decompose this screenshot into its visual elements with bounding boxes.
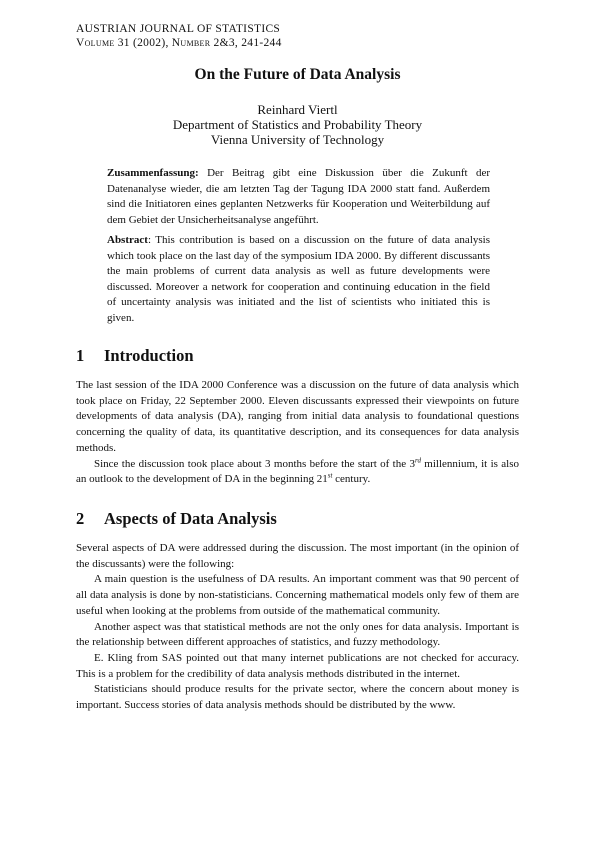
section-2-body [76, 541, 519, 714]
s1p2-sup-st: st [327, 471, 333, 480]
journal-header [76, 22, 282, 50]
section-1-heading [76, 346, 194, 366]
s1p2-part-c: century. [332, 473, 371, 486]
section-2-paragraph-3: Another aspect was that statistical methods are not the only ones for data analysis. Important is the relationship between different approaches of statistics, and fuzzy methodology. [76, 620, 519, 649]
zusammenfassung-label: Zusammenfassung: [107, 167, 199, 179]
section-2-number: 2 [76, 509, 85, 528]
section-2-paragraph-4: E. Kling from SAS pointed out that many internet publications are not checked for accuracy. This is a problem for the credibility of data analysis methods distributed in the internet. [76, 651, 519, 680]
author-university: Vienna University of Technology [210, 132, 385, 147]
section-1-number: 1 [76, 346, 85, 365]
section-2-title: Aspects of Data Analysis [104, 509, 277, 528]
author-block [0, 102, 595, 147]
abstract-text: : This contribution is based on a discussion on the future of data analysis which took place on the last day of the symposium IDA 2000. By different discussants the main problems of current data analysis as well as future developments were discussed. Moreover a network for cooperation and continuing education in the field of uncertainty analysis was initiated and the list of scientists who initiated this is given. [107, 234, 490, 324]
section-1-title: Introduction [104, 346, 194, 365]
zusammenfassung [107, 166, 490, 228]
paper-title: On the Future of Data Analysis [194, 66, 401, 83]
section-1-paragraph-2 [76, 457, 519, 488]
s1p2-sup-rd: rd [414, 455, 421, 464]
journal-name: AUSTRIAN JOURNAL OF STATISTICS [76, 23, 281, 35]
author-department: Department of Statistics and Probability Theory [172, 117, 423, 132]
abstract-label: Abstract [107, 234, 148, 246]
section-2-paragraph-5: Statisticians should produce results for the private sector, where the concern about money is important. Success stories of data analysis methods should be distributed by the www. [76, 683, 519, 712]
s1p2-part-a: Since the discussion took place about 3 months before the start of the 3 [94, 457, 415, 470]
section-2-paragraph-2: A main question is the usefulness of DA results. An important comment was that 90 percent of all data analysis is done by non-statisticians. Concerning mathematical models only few of them are useful when looking at the problems from outside of the mathematical community. [76, 573, 519, 617]
author-name: Reinhard Viertl [257, 102, 338, 117]
volume-line: Volume 31 (2002), Number 2&3, 241-244 [76, 37, 282, 49]
section-2-paragraph-1: Several aspects of DA were addressed during the discussion. The most important (in the opinion of the discussants) were the following: [76, 542, 519, 570]
section-1-paragraph-1: The last session of the IDA 2000 Conference was a discussion on the future of data analysis which took place on Friday, 22 September 2000. Eleven discussants expressed their viewpoints on future developments of data analysis (DA), ranging from initial data analysis to foundational questions concerning the quality of data, its quantitative description, and its consequences for data analysis methods. [76, 379, 519, 454]
zusammenfassung-text: Der Beitrag gibt eine Diskussion über die Zukunft der Datenanalyse wieder, die am letzten Tag der Tagung IDA 2000 statt fand. Außerdem sind die Initiatoren eines geplanten Netzwerks für Kooperation und Weiterbildung auf dem Gebiet der Unsicherheitsanalyse angeführt. [107, 167, 490, 226]
section-1-body [76, 378, 519, 488]
s1p2-part-b: millennium, it is also an outlook to the development of DA in the beginning 21 [76, 457, 520, 486]
section-2-heading [76, 509, 277, 529]
abstract [107, 233, 490, 327]
